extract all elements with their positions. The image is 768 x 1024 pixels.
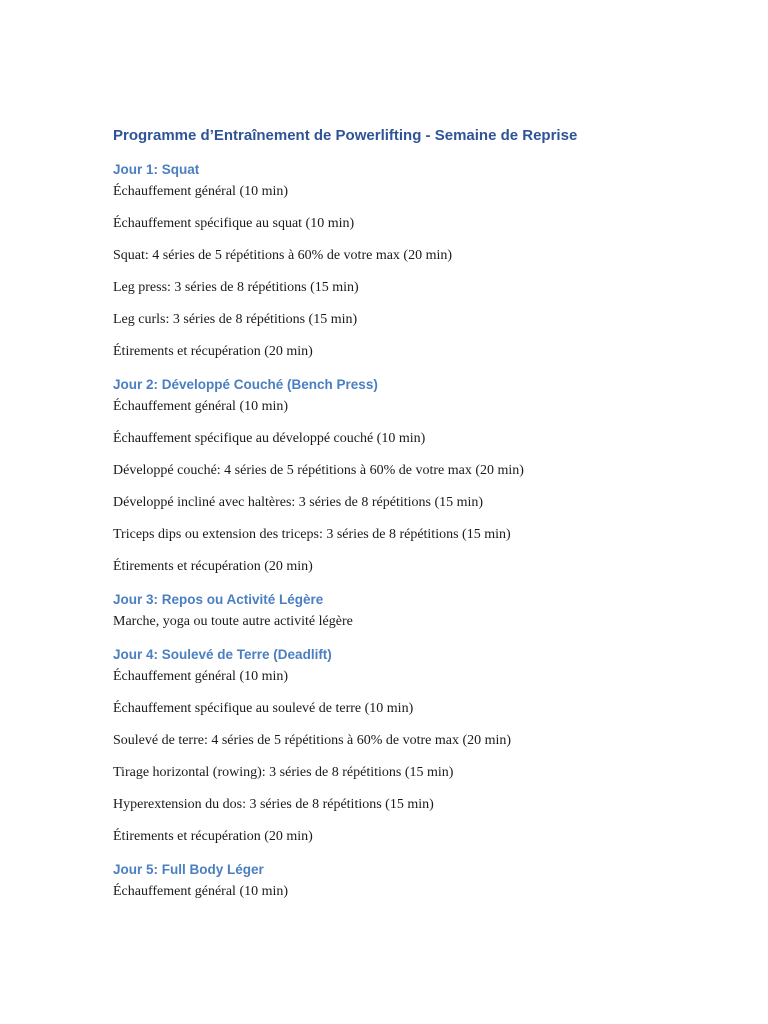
- exercise-item: Échauffement général (10 min): [113, 669, 289, 684]
- exercise-item: Leg press: 3 séries de 8 répétitions (15 min): [113, 280, 359, 295]
- day-heading-3: Jour 3: Repos ou Activité Légère: [113, 592, 324, 607]
- document-title: Programme d’Entraînement de Powerlifting - Semaine de Reprise: [113, 127, 578, 144]
- day-heading-1: Jour 1: Squat: [113, 162, 200, 177]
- day-section-3: [113, 589, 733, 633]
- day-section-2: [113, 374, 733, 578]
- day-section-4: [113, 644, 733, 848]
- exercise-item: Marche, yoga ou toute autre activité légère: [113, 614, 353, 629]
- day-heading-5: Jour 5: Full Body Léger: [113, 862, 264, 877]
- day-section-5: [113, 859, 733, 903]
- day-heading-4: Jour 4: Soulevé de Terre (Deadlift): [113, 647, 332, 662]
- exercise-item: Développé couché: 4 séries de 5 répétitions à 60% de votre max (20 min): [113, 463, 524, 478]
- exercise-item: Tirage horizontal (rowing): 3 séries de 8 répétitions (15 min): [113, 765, 454, 780]
- exercise-item: Leg curls: 3 séries de 8 répétitions (15 min): [113, 312, 358, 327]
- exercise-item: Soulevé de terre: 4 séries de 5 répétitions à 60% de votre max (20 min): [113, 733, 512, 748]
- exercise-item: Étirements et récupération (20 min): [113, 559, 313, 574]
- exercise-item: Développé incliné avec haltères: 3 séries de 8 répétitions (15 min): [113, 495, 484, 510]
- exercise-item: Échauffement général (10 min): [113, 399, 289, 414]
- exercise-item: Échauffement spécifique au développé couché (10 min): [113, 431, 426, 446]
- exercise-item: Échauffement général (10 min): [113, 884, 289, 899]
- exercise-item: Étirements et récupération (20 min): [113, 344, 313, 359]
- exercise-item: Squat: 4 séries de 5 répétitions à 60% de votre max (20 min): [113, 248, 453, 263]
- exercise-item: Triceps dips ou extension des triceps: 3 séries de 8 répétitions (15 min): [113, 527, 511, 542]
- exercise-item: Échauffement général (10 min): [113, 184, 289, 199]
- exercise-item: Échauffement spécifique au squat (10 min): [113, 216, 355, 231]
- day-section-1: [113, 159, 733, 363]
- exercise-item: Échauffement spécifique au soulevé de terre (10 min): [113, 701, 414, 716]
- exercise-item: Hyperextension du dos: 3 séries de 8 répétitions (15 min): [113, 797, 434, 812]
- day-heading-2: Jour 2: Développé Couché (Bench Press): [113, 377, 378, 392]
- exercise-item: Étirements et récupération (20 min): [113, 829, 313, 844]
- document-page: [113, 123, 733, 914]
